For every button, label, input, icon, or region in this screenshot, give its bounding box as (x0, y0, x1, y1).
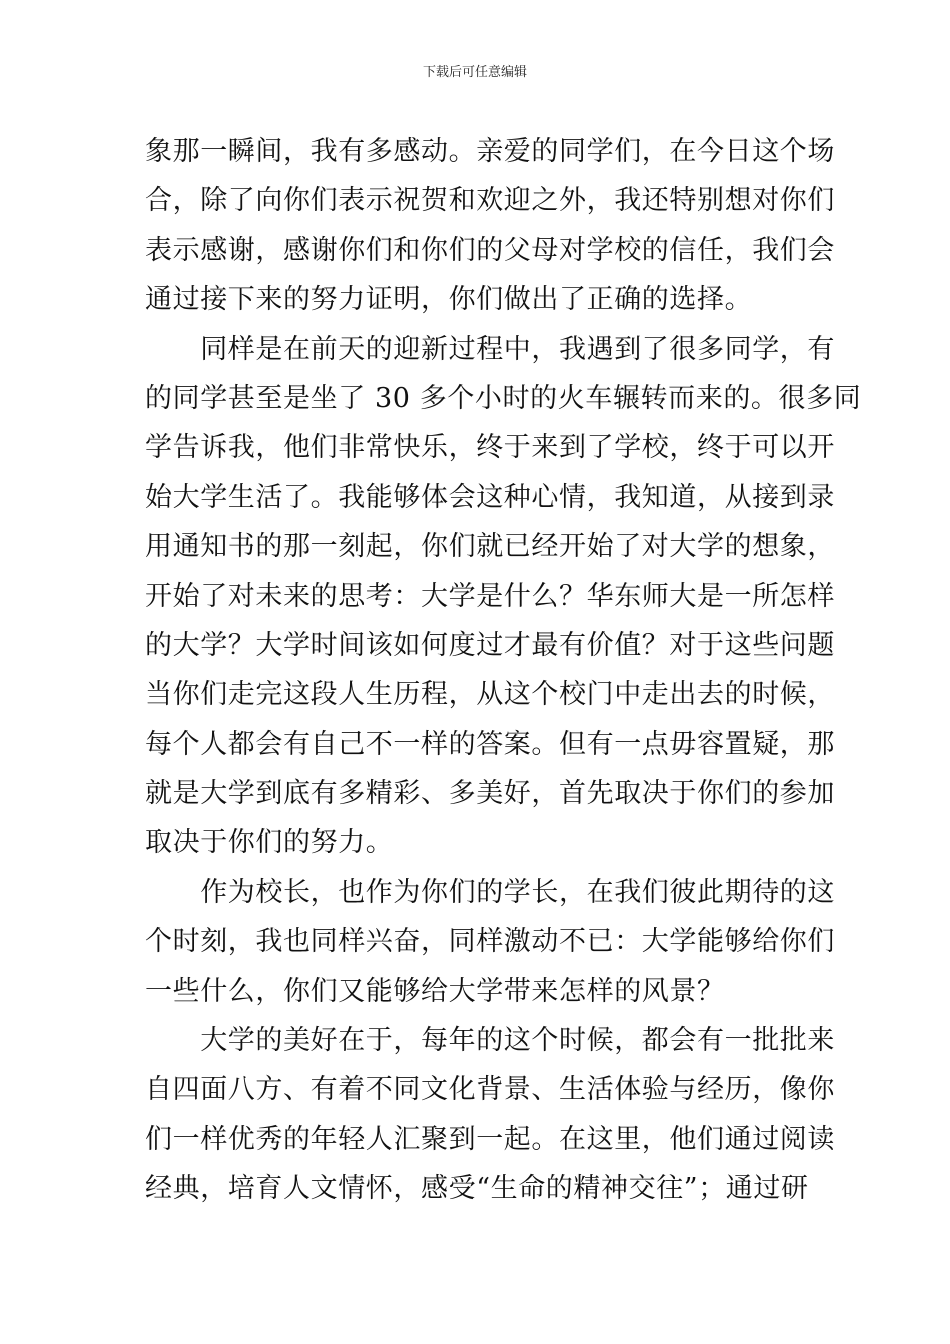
text-line: 们一样优秀的年轻人汇聚到一起。在这里，他们通过阅读 (145, 1123, 835, 1155)
text-line: 作为校长，也作为你们的学长，在我们彼此期待的这 (145, 876, 835, 908)
text-line: 就是大学到底有多精彩、多美好，首先取决于你们的参加 (145, 778, 835, 810)
text-line: 象那一瞬间，我有多感动。亲爱的同学们，在今日这个场 (145, 136, 835, 167)
text-line: 当你们走完这段人生历程，从这个校门中走出去的时候， (145, 679, 835, 711)
text-line: 大学的美好在于，每年的这个时候，都会有一批批来 (145, 1025, 835, 1057)
text-line: 个时刻，我也同样兴奋，同样激动不已：大学能够给你们 (145, 926, 835, 958)
text-line: 每个人都会有自己不一样的答案。但有一点毋容置疑，那 (145, 728, 835, 760)
text-line: 一些什么，你们又能够给大学带来怎样的风景？ (145, 975, 725, 1007)
text-line: 同样是在前天的迎新过程中，我遇到了很多同学，有 (145, 333, 835, 365)
text-line: 的大学？大学时间该如何度过才最有价值？对于这些问题 (145, 629, 835, 661)
text-line: 始大学生活了。我能够体会这种心情，我知道，从接到录 (145, 481, 835, 513)
text-line: 学告诉我，他们非常快乐，终于来到了学校，终于可以开 (145, 432, 835, 464)
text-line: 通过接下来的努力证明，你们做出了正确的选择。 (145, 284, 753, 316)
text-line: 的同学甚至是坐了 30 多个小时的火车辗转而来的。很多同 (145, 382, 862, 414)
page-header: 下载后可任意编辑 (422, 65, 527, 80)
document-body (145, 127, 862, 1214)
text-line: 自四面八方、有着不同文化背景、生活体验与经历，像你 (145, 1074, 835, 1106)
text-line: 取决于你们的努力。 (145, 827, 394, 859)
text-line: 用通知书的那一刻起，你们就已经开始了对大学的想象， (145, 531, 835, 563)
text-line: 表示感谢，感谢你们和你们的父母对学校的信任，我们会 (145, 234, 835, 266)
text-line: 合，除了向你们表示祝贺和欢迎之外，我还特别想对你们 (145, 185, 835, 217)
text-line: 开始了对未来的思考：大学是什么？华东师大是一所怎样 (145, 580, 835, 612)
text-line: 经典，培育人文情怀，感受“生命的精神交往”；通过研 (145, 1173, 809, 1205)
